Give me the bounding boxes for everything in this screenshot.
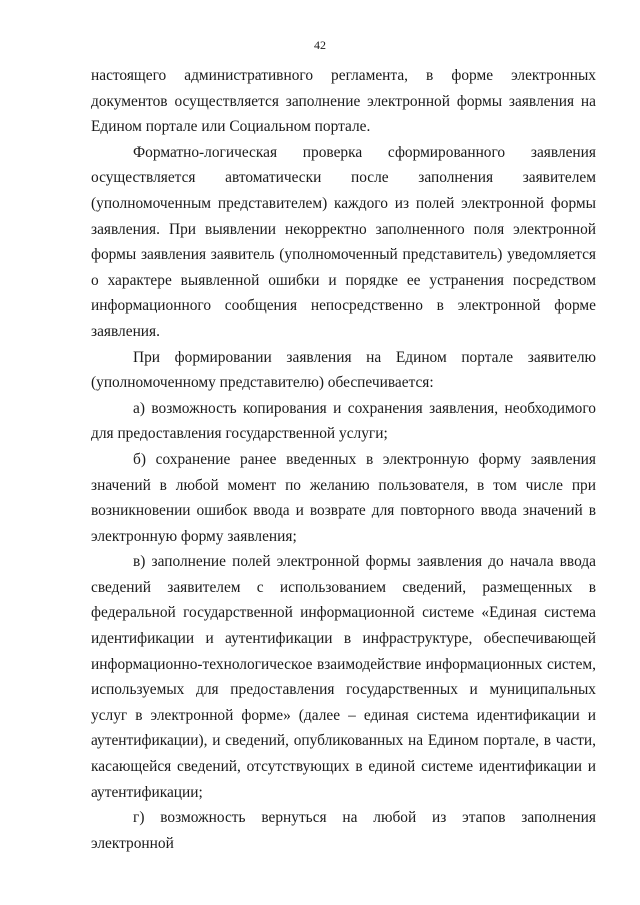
list-item-a: а) возможность копирования и сохранения заявления, необходимого для предоставления государственной услуги; xyxy=(91,399,596,443)
list-item-g: г) возможность вернуться на любой из этапов заполнения электронной xyxy=(91,809,596,852)
paragraph-continuation: настоящего административного регламента, в форме электронных документов осуществляется заполнение электронной формы заявления на Едином портале или Социальном портале. xyxy=(91,67,596,136)
paragraph-provisions-intro: При формировании заявления на Едином портале заявителю (уполномоченному представителю) обеспечивается: xyxy=(91,348,596,392)
list-item-v: в) заполнение полей электронной формы заявления до начала ввода сведений заявителем с использованием сведений, размещенных в федеральной государственной информационной системе «Единая система идентификации и аутентификации в инфраструктуре, обеспечивающей информационно-технологическое взаимодействие информационных систем, используемых для предоставления государственных и муниципальных услуг в электронной форме» (далее – единая система идентификации и аутентификации), и сведений, опубликованных на Едином портале, в части, касающейся сведений, отсутствующих в единой системе идентификации и аутентификации; xyxy=(91,553,596,801)
document-body xyxy=(91,63,596,856)
paragraph-format-check: Форматно-логическая проверка сформированного заявления осуществляется автоматически после заполнения заявителем (уполномоченным представителем) каждого из полей электронной формы заявления. При выявлении некорректно заполненного поля электронной формы заявления заявитель (уполномоченный представитель) уведомляется о характере выявленной ошибки и порядке ее устранения посредством информационного сообщения непосредственно в электронной форме заявления. xyxy=(91,143,596,340)
page-number: 42 xyxy=(314,38,326,52)
list-item-b: б) сохранение ранее введенных в электронную форму заявления значений в любой момент по желанию пользователя, в том числе при возникновении ошибок ввода и возврате для повторного ввода значений в электронную форму заявления; xyxy=(91,450,596,545)
